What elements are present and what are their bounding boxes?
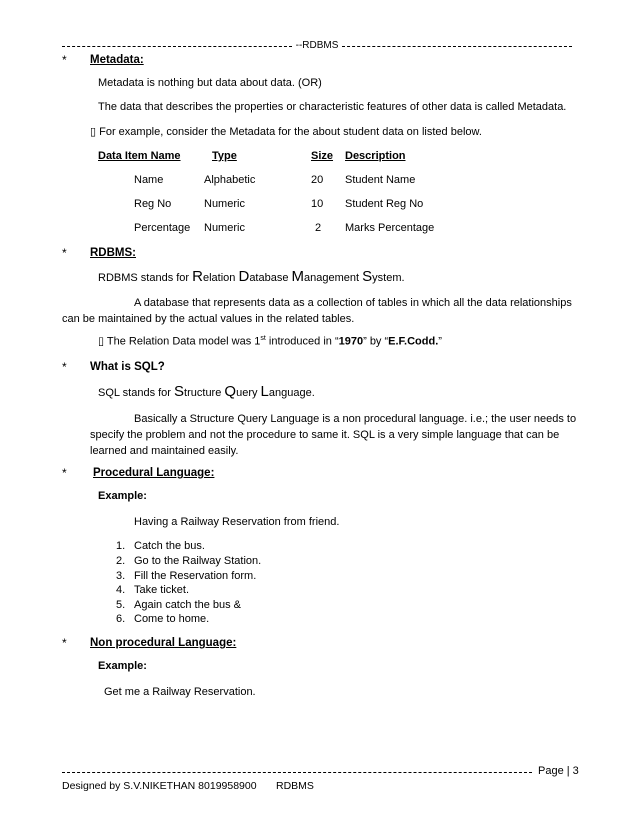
- rdbms-para-line1: A database that represents data as a collection of tables in which all the data relationships: [134, 297, 572, 309]
- list-item: 5. Again catch the bus &: [116, 599, 242, 611]
- sql-letter-s: S: [174, 383, 185, 400]
- rdbms-letter-m: M: [291, 268, 305, 285]
- sql-heading: What is SQL?: [90, 361, 165, 373]
- sql-letter-l: L: [260, 383, 269, 400]
- table-cell: 10: [311, 198, 324, 210]
- metadata-line2: The data that describes the properties or characteristic features of other data is called Metadata.: [98, 101, 567, 113]
- sql-para-line1: Basically a Structure Query Language is a non procedural language. i.e.; the user needs to: [134, 413, 577, 425]
- table-header-size: Size: [311, 150, 334, 162]
- list-item: 2. Go to the Railway Station.: [116, 555, 262, 567]
- sql-stands-for: [98, 383, 315, 402]
- list-item-text: Fill the Reservation form.: [134, 570, 257, 582]
- bullet-procedural: *: [62, 466, 67, 480]
- rdbms-heading: RDBMS:: [90, 247, 136, 259]
- list-item-text: Catch the bus.: [134, 540, 205, 552]
- rdbms-word: atabase: [249, 272, 292, 284]
- rdbms-stands-for: [98, 268, 405, 287]
- table-cell: Percentage: [134, 222, 191, 234]
- model-text: ▯ The Relation Data model was 1: [98, 335, 261, 348]
- metadata-line1: Metadata is nothing but data about data. (OR): [98, 77, 322, 89]
- header-dash-right: [342, 46, 572, 47]
- nonprocedural-heading: Non procedural Language:: [90, 637, 237, 649]
- table-cell: Marks Percentage: [345, 222, 435, 234]
- sql-word: uery: [236, 387, 261, 399]
- procedural-intro: Having a Railway Reservation from friend.: [134, 516, 340, 528]
- bullet-sql: *: [62, 360, 67, 374]
- list-item: 1. Catch the bus.: [116, 540, 205, 552]
- rdbms-letter-s: S: [362, 268, 373, 285]
- sql-word: tructure: [184, 387, 225, 399]
- rdbms-letter-d: D: [238, 268, 250, 285]
- model-year: 1970: [338, 335, 364, 348]
- bullet-rdbms: *: [62, 246, 67, 260]
- table-cell: Reg No: [134, 198, 172, 210]
- metadata-heading: Metadata:: [90, 54, 144, 66]
- list-item: 3. Fill the Reservation form.: [116, 570, 257, 582]
- rdbms-stands-prefix: RDBMS stands for: [98, 272, 193, 284]
- rdbms-para-line2: can be maintained by the actual values in the related tables.: [62, 313, 355, 325]
- table-header-type: Type: [212, 150, 237, 162]
- footer-designer: Designed by S.V.NIKETHAN 8019958900: [62, 780, 257, 792]
- table-cell: Alphabetic: [204, 174, 256, 186]
- table-cell: Numeric: [204, 222, 245, 234]
- model-text: ” by “: [363, 335, 389, 348]
- rdbms-word: ystem.: [372, 272, 405, 284]
- list-item-text: Come to home.: [134, 613, 210, 625]
- sql-word: anguage.: [268, 387, 315, 399]
- table-header-description: Description: [345, 150, 406, 162]
- rdbms-letter-r: R: [192, 268, 203, 285]
- table-cell: Student Name: [345, 174, 416, 186]
- sql-letter-q: Q: [224, 383, 237, 400]
- nonprocedural-example-label: Example:: [98, 660, 147, 672]
- list-item-text: Take ticket.: [134, 584, 190, 596]
- table-cell: 2: [315, 222, 322, 234]
- sql-stands-prefix: SQL stands for: [98, 387, 175, 399]
- procedural-example-label: Example:: [98, 490, 147, 502]
- model-text: ”: [438, 335, 442, 348]
- footer-subject: RDBMS: [276, 780, 314, 792]
- list-item: 6. Come to home.: [116, 613, 210, 625]
- sql-para-line2: specify the problem and not the procedure to same it. SQL is a very simple language that can be: [90, 429, 560, 441]
- nonprocedural-text: Get me a Railway Reservation.: [104, 686, 256, 698]
- page-header: [62, 40, 572, 53]
- page-number: Page | 3: [538, 765, 579, 777]
- table-cell: Student Reg No: [345, 198, 424, 210]
- table-cell: Numeric: [204, 198, 245, 210]
- header-dash-left: [62, 46, 292, 47]
- table-cell: 20: [311, 174, 324, 186]
- header-title: --RDBMS: [295, 40, 339, 51]
- bullet-metadata: *: [62, 53, 67, 67]
- rdbms-word: anagement: [304, 272, 363, 284]
- model-name: E.F.Codd.: [388, 335, 439, 348]
- metadata-line3: ▯ For example, consider the Metadata for the about student data on listed below.: [90, 126, 482, 138]
- list-item-text: Again catch the bus &: [134, 599, 242, 611]
- table-cell: Name: [134, 174, 164, 186]
- model-text: introduced in “: [265, 335, 339, 348]
- list-item-text: Go to the Railway Station.: [134, 555, 262, 567]
- rdbms-word: elation: [202, 272, 239, 284]
- sql-para-line3: learned and maintained easily.: [90, 445, 239, 457]
- rdbms-model-line: [98, 335, 442, 349]
- footer-rule: [62, 772, 532, 773]
- bullet-nonprocedural: *: [62, 636, 67, 650]
- procedural-heading: Procedural Language:: [93, 467, 215, 479]
- model-sup: st: [260, 335, 266, 342]
- list-item: 4. Take ticket.: [116, 584, 190, 596]
- table-header-name: Data Item Name: [98, 150, 181, 162]
